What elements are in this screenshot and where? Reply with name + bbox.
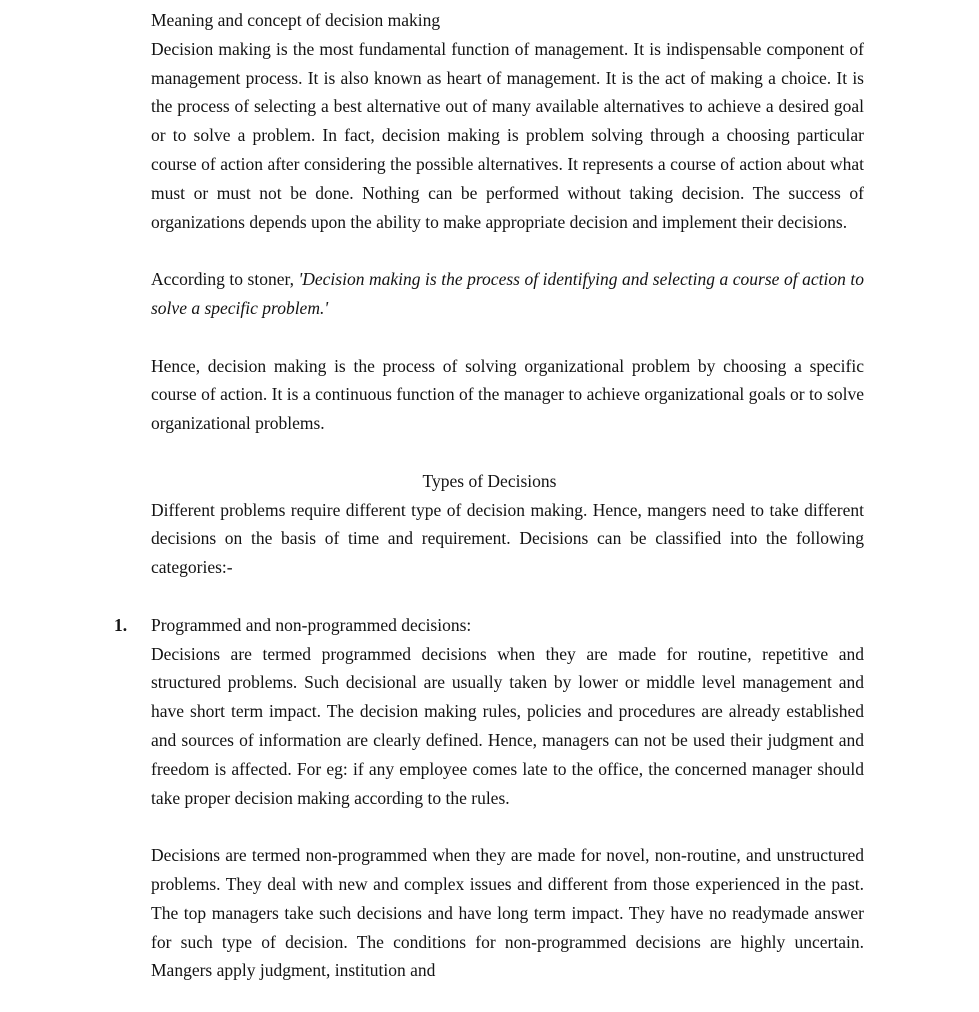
paragraph-intro: Decision making is the most fundamental function of management. It is indispensable component of management process. It is also known as heart of management. It is the act of making a choice. It is the process of selecting a best alternative out of many available alternatives to achieve a desired goal or to solve a problem. In fact, decision making is problem solving through a choosing particular course of action after considering the possible alternatives. It represents a course of action about what must or must not be done. Nothing can be performed without taking decision. The success of organizations depends upon the ability to make appropriate decision and implement their decisions.: [151, 38, 864, 232]
paragraph-hence: Hence, decision making is the process of solving organizational problem by choosing a specific course of action. It is a continuous function of the manager to achieve organizational goals or to solve organizational problems.: [151, 355, 864, 434]
heading-meaning-and-concept: Meaning and concept of decision making: [151, 10, 441, 30]
list-item-programmed-decisions: [114, 611, 864, 985]
heading-types-of-decisions: Types of Decisions: [422, 470, 557, 491]
paragraph-types-intro: Different problems require different type of decision making. Hence, mangers need to take different decisions on the basis of time and requirement. Decisions can be classified into the following categories:-: [151, 499, 864, 578]
quote-italic-text: 'Decision making is the process of identifying and selecting a course of action to solve a specific problem.': [151, 269, 864, 318]
paragraph-non-programmed: Decisions are termed non-programmed when they are made for novel, non-routine, and unstructured problems. They deal with new and complex issues and different from those experienced in the past. The top managers take such decisions and have long term impact. They have no readymade answer for such type of decision. The conditions for non-programmed decisions are highly uncertain. Mangers apply judgment, institution and: [151, 845, 864, 981]
paragraph-quote: [151, 265, 864, 323]
list-item-heading: Programmed and non-programmed decisions:: [151, 614, 472, 635]
quote-lead-text: According to stoner,: [151, 269, 299, 290]
paragraph-programmed: Decisions are termed programmed decisions when they are made for routine, repetitive and structured problems. Such decisional are usually taken by lower or middle level management and have short term impact. The decision making rules, policies and procedures are already established and sources of information are clearly defined. Hence, managers can not be used their judgment and freedom is affected. For eg: if any employee comes late to the office, the concerned manager should take proper decision making according to the rules.: [151, 643, 864, 808]
list-item-number: 1.: [114, 614, 128, 635]
